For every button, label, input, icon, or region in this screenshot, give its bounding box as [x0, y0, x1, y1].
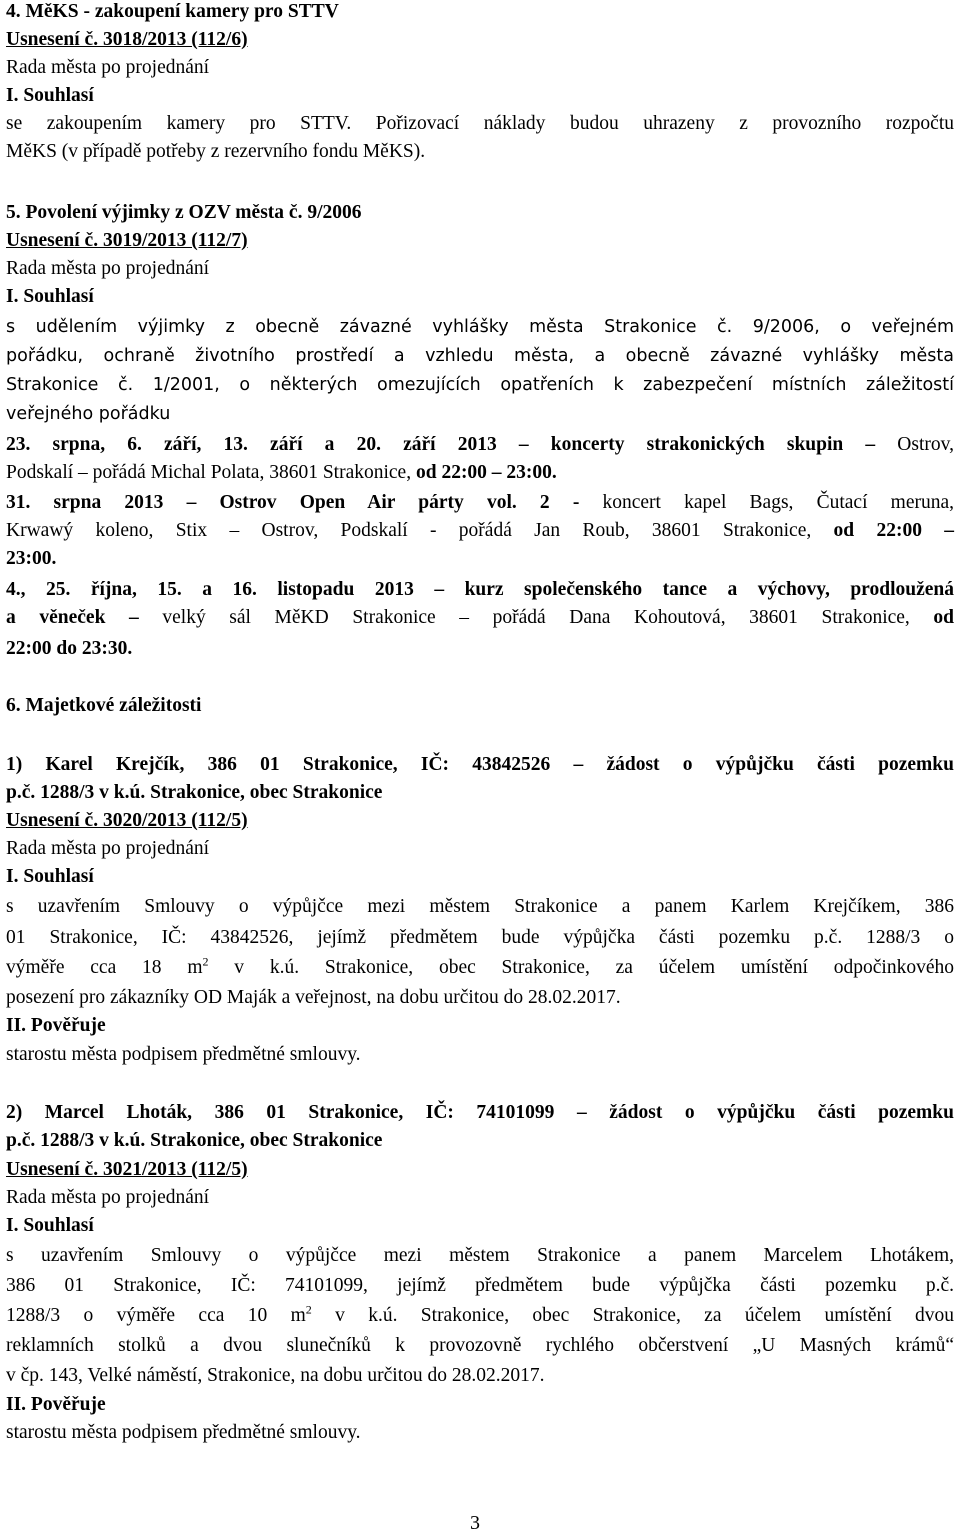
resolution-number: Usnesení č. 3018/2013 (112/6) [6, 29, 248, 50]
event-dates: 31. srpna 2013 – Ostrov Open Air párty vol. 2 - [6, 492, 580, 513]
event-time: od [933, 607, 955, 628]
body-text: s udělením výjimky z obecně závazné vyhlášky města Strakonice č. 9/2006, o veřejném [6, 317, 954, 337]
resolution-number: Usnesení č. 3021/2013 (112/5) [6, 1159, 248, 1180]
event-title: a věneček – [6, 607, 139, 628]
council-line: Rada města po projednání [6, 838, 210, 859]
body-text: starostu města podpisem předmětné smlouvy. [6, 1422, 361, 1443]
resolution-number: Usnesení č. 3019/2013 (112/7) [6, 230, 248, 251]
event-time: od 22:00 – [833, 520, 955, 541]
event-time: 23:00. [6, 548, 57, 569]
event-dates: 4., 25. října, 15. a 16. listopadu 2013 – kurz společenského tance a výchovy, prodloužená [6, 579, 954, 600]
item-title: p.č. 1288/3 v k.ú. Strakonice, obec Strakonice [6, 1130, 383, 1151]
body-text: pořádku, ochraně životního prostředí a vzhledu města, a obecně závazné vyhlášky města [6, 346, 954, 366]
event-line [6, 603, 954, 632]
body-text: posezení pro zákazníky OD Maják a veřejnost, na dobu určitou do 28.02.2017. [6, 987, 621, 1008]
page-number: 3 [470, 1512, 480, 1534]
superscript: 2 [202, 954, 209, 969]
council-line: Rada města po projednání [6, 1187, 210, 1208]
body-text: reklamních stolků a dvou slunečníků k provozovně rychlého občerstvení „U Masných krámů“ [6, 1335, 954, 1356]
body-text: s uzavřením Smlouvy o výpůjčce mezi městem Strakonice a panem Karlem Krejčíkem, 386 [6, 896, 954, 917]
body-text [6, 1301, 954, 1330]
body-text: starostu města podpisem předmětné smlouvy. [6, 1044, 361, 1065]
event-line [6, 488, 954, 517]
item-title: 1) Karel Krejčík, 386 01 Strakonice, IČ: 43842526 – žádost o výpůjčku části pozemku [6, 754, 954, 775]
body-text: s uzavřením Smlouvy o výpůjčce mezi městem Strakonice a panem Marcelem Lhotákem, [6, 1245, 954, 1266]
event-dates: 23. srpna, 6. září, 13. září a 20. září 2013 – koncerty strakonických skupin – [6, 434, 876, 455]
body-text [6, 953, 954, 982]
council-line: Rada města po projednání [6, 258, 210, 279]
area-text: 1288/3 o výměře cca 10 m [6, 1305, 306, 1326]
event-time: od 22:00 – 23:00. [415, 462, 557, 483]
section-5-heading: 5. Povolení výjimky z OZV města č. 9/2006 [6, 202, 362, 223]
event-venue: Ostrov, [897, 434, 954, 455]
event-organizer: Podskalí – pořádá Michal Polata, 38601 Strakonice, [6, 462, 412, 483]
council-line: Rada města po projednání [6, 57, 210, 78]
item-title: p.č. 1288/3 v k.ú. Strakonice, obec Strakonice [6, 782, 383, 803]
section-6-heading: 6. Majetkové záležitosti [6, 695, 202, 716]
body-text: 386 01 Strakonice, IČ: 74101099, jejímž předmětem bude výpůjčka části pozemku p.č. [6, 1275, 954, 1296]
event-line [6, 458, 557, 487]
area-text: výměře cca 18 m [6, 957, 203, 978]
event-line [6, 516, 954, 545]
item-title: 2) Marcel Lhoták, 386 01 Strakonice, IČ: 74101099 – žádost o výpůjčku části pozemku [6, 1102, 954, 1123]
body-text: se zakoupením kamery pro STTV. Pořizovací náklady budou uhrazeny z provozního rozpočtu [6, 113, 954, 134]
agree-heading: I. Souhlasí [6, 866, 94, 887]
authorize-heading: II. Pověřuje [6, 1394, 106, 1415]
agree-heading: I. Souhlasí [6, 286, 94, 307]
event-organizer: Krwawý koleno, Stix – Ostrov, Podskalí - pořádá Jan Roub, 38601 Strakonice, [6, 520, 812, 541]
event-time: 22:00 do 23:30. [6, 638, 133, 659]
event-description: koncert kapel Bags, Čutací meruna, [602, 492, 954, 513]
superscript: 2 [305, 1302, 312, 1317]
body-text: Strakonice č. 1/2001, o některých omezujících opatřeních k zabezpečení místních záležitostí [6, 375, 954, 395]
body-text: veřejného pořádku [6, 404, 171, 424]
authorize-heading: II. Pověřuje [6, 1015, 106, 1036]
event-organizer: velký sál MěKD Strakonice – pořádá Dana Kohoutová, 38601 Strakonice, [162, 607, 910, 628]
section-4-heading: 4. MěKS - zakoupení kamery pro STTV [6, 1, 339, 22]
resolution-number: Usnesení č. 3020/2013 (112/5) [6, 810, 248, 831]
agree-heading: I. Souhlasí [6, 1215, 94, 1236]
agree-heading: I. Souhlasí [6, 85, 94, 106]
area-text: v k.ú. Strakonice, obec Strakonice, za účelem umístění dvou [311, 1305, 954, 1326]
body-text: MěKS (v případě potřeby z rezervního fondu MěKS). [6, 141, 426, 162]
area-text: v k.ú. Strakonice, obec Strakonice, za účelem umístění odpočinkového [208, 957, 955, 978]
body-text: 01 Strakonice, IČ: 43842526, jejímž předmětem bude výpůjčka části pozemku p.č. 1288/3 o [6, 927, 954, 948]
event-line [6, 430, 954, 459]
body-text: v čp. 143, Velké náměstí, Strakonice, na dobu určitou do 28.02.2017. [6, 1365, 545, 1386]
